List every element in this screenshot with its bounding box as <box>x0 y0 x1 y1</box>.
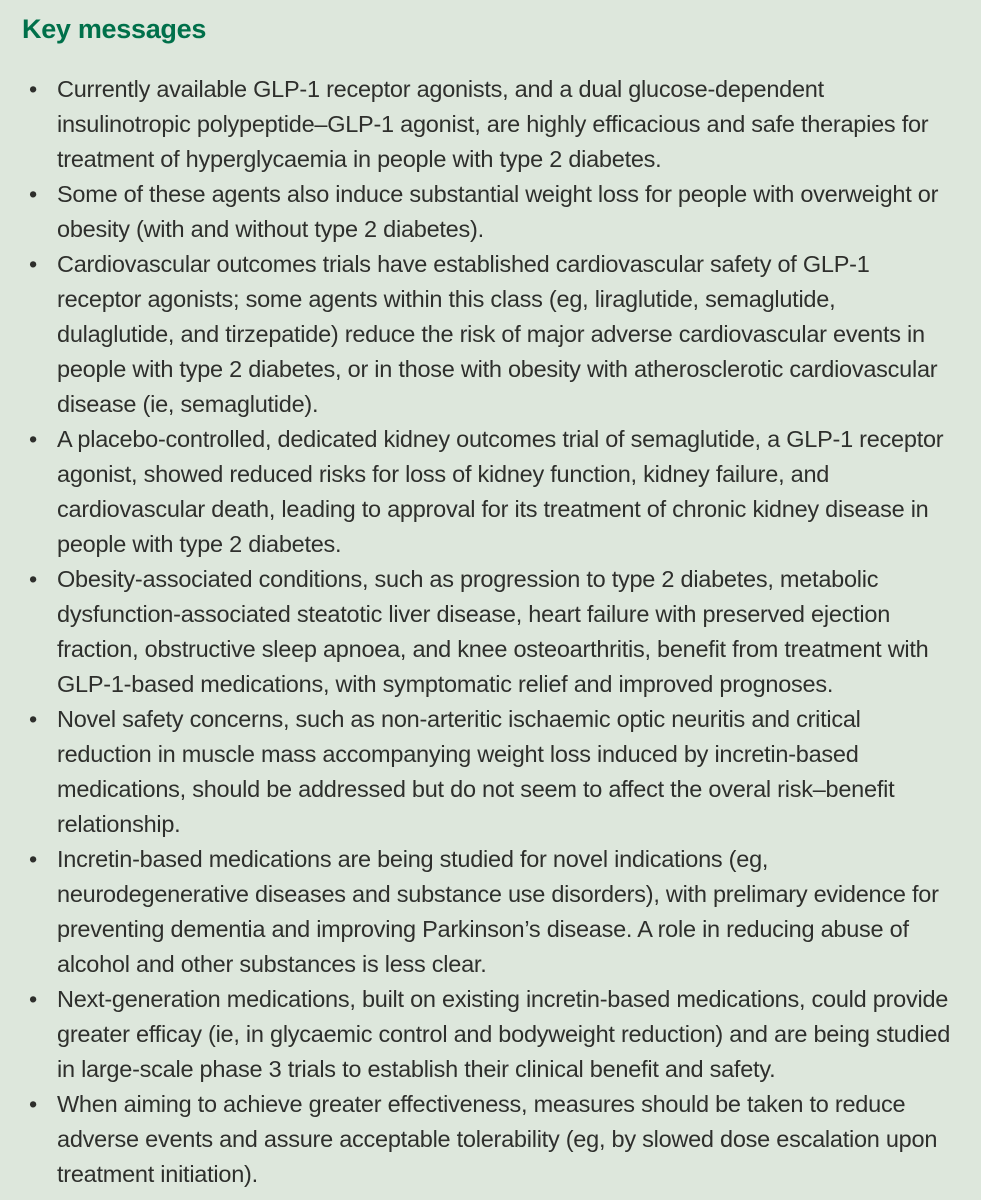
key-message-item: • Novel safety concerns, such as non-arteritic ischaemic optic neuritis and critical reduction in muscle mass accompanying weight loss induced by incretin-based medications, should be addressed but do not seem to affect the overal risk–benefit relationship. <box>22 702 953 842</box>
key-messages-list <box>22 72 953 1192</box>
key-message-item: • When aiming to achieve greater effectiveness, measures should be taken to reduce adverse events and assure acceptable tolerability (eg, by slowed dose escalation upon treatment initiation). <box>22 1087 953 1192</box>
key-message-item: • Next-generation medications, built on existing incretin-based medications, could provide greater efficay (ie, in glycaemic control and bodyweight reduction) and are being studied in large-scale phase 3 trials to establish their clinical benefit and safety. <box>22 982 953 1087</box>
key-message-item: • Obesity-associated conditions, such as progression to type 2 diabetes, metabolic dysfunction-associated steatotic liver disease, heart failure with preserved ejection fraction, obstructive sleep apnoea, and knee osteoarthritis, benefit from treatment with GLP-1-based medications, with symptomatic relief and improved prognoses. <box>22 562 953 702</box>
key-message-item: • A placebo-controlled, dedicated kidney outcomes trial of semaglutide, a GLP-1 receptor agonist, showed reduced risks for loss of kidney function, kidney failure, and cardiovascular death, leading to approval for its treatment of chronic kidney disease in people with type 2 diabetes. <box>22 422 953 562</box>
key-message-item: • Cardiovascular outcomes trials have established cardiovascular safety of GLP-1 receptor agonists; some agents within this class (eg, liraglutide, semaglutide, dulaglutide, and tirzepatide) reduce the risk of major adverse cardiovascular events in people with type 2 diabetes, or in those with obesity with atherosclerotic cardiovascular disease (ie, semaglutide). <box>22 247 953 422</box>
key-message-item: • Currently available GLP-1 receptor agonists, and a dual glucose-dependent insulinotropic polypeptide–GLP-1 agonist, are highly efficacious and safe therapies for treatment of hyperglycaemia in people with type 2 diabetes. <box>22 72 953 177</box>
key-message-item: • Incretin-based medications are being studied for novel indications (eg, neurodegenerative diseases and substance use disorders), with prelimary evidence for preventing dementia and improving Parkinson’s disease. A role in reducing abuse of alcohol and other substances is less clear. <box>22 842 953 982</box>
panel-title: Key messages <box>22 14 207 44</box>
key-message-item: • Some of these agents also induce substantial weight loss for people with overweight or obesity (with and without type 2 diabetes). <box>22 177 953 247</box>
